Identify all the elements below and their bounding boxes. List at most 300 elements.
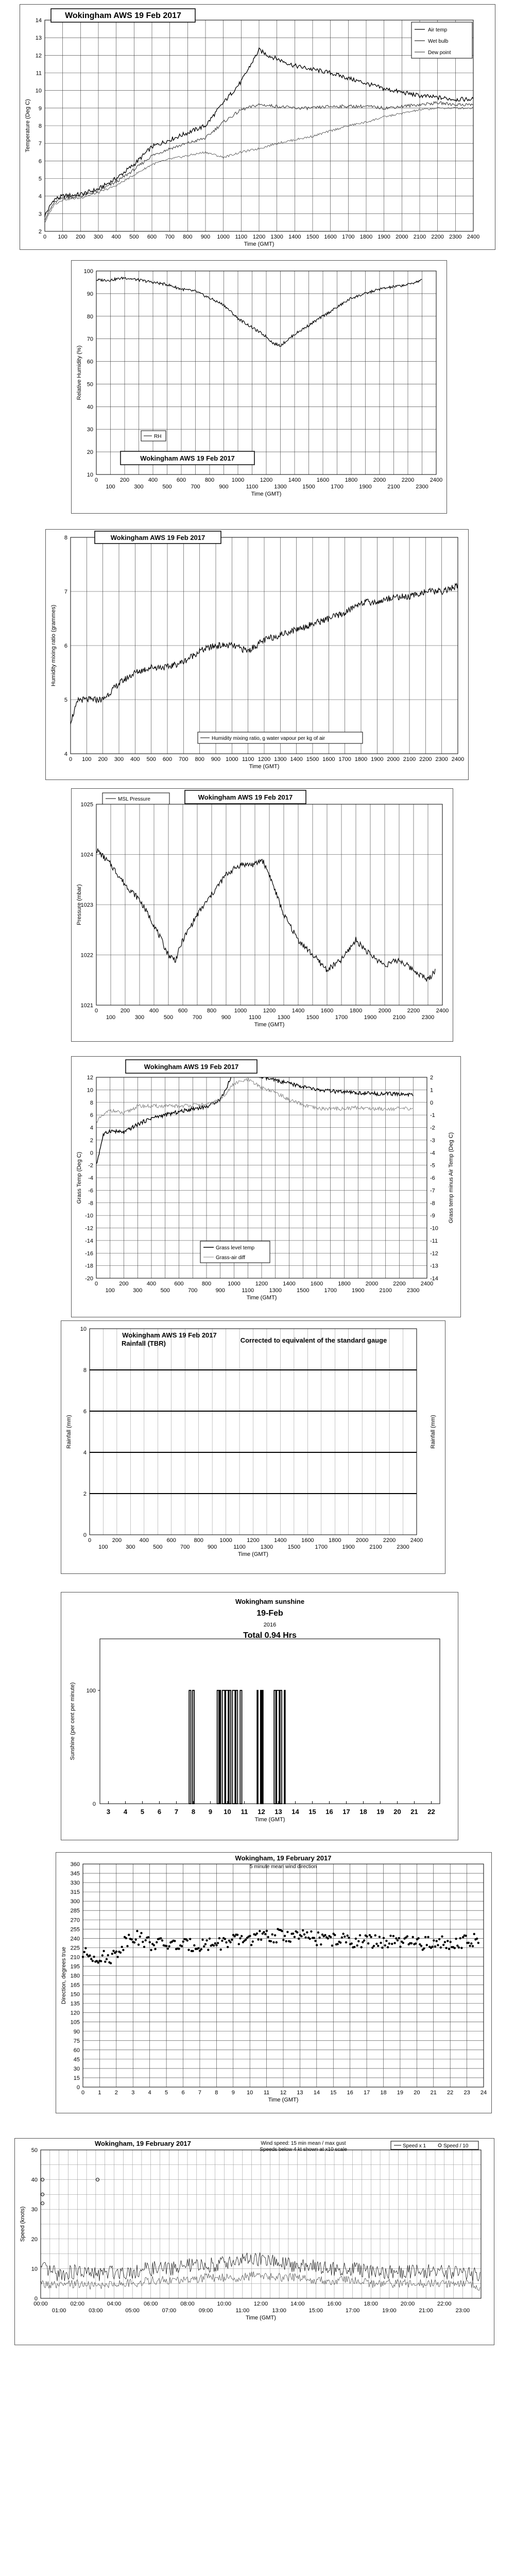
wind-speed-chart-panel [14, 2138, 494, 2345]
wind-direction-point [229, 1941, 231, 1943]
wind-direction-point [373, 1945, 375, 1947]
sunshine-bar [226, 1690, 228, 1804]
x-tick-label: 900 [215, 1287, 225, 1294]
wind-direction-point [370, 1936, 372, 1938]
x-tick-label: 2400 [451, 756, 465, 762]
wind-direction-point [256, 1933, 258, 1935]
y-tick-label: 8 [90, 1099, 93, 1106]
x-tick-label: 800 [207, 1008, 217, 1014]
wind-direction-point [133, 1941, 135, 1943]
x-tick-label: 800 [183, 234, 193, 240]
x-tick-label: 02:00 [70, 2301, 85, 2307]
y-tick-label: 285 [70, 1908, 80, 1914]
x-tick-label: 1300 [269, 1287, 282, 1294]
series-line-rh [96, 277, 422, 347]
y-tick-label: 6 [64, 643, 67, 649]
x-tick-label: 700 [192, 1014, 202, 1021]
y-tick-label: -12 [85, 1225, 93, 1232]
x-tick-label: 20:00 [400, 2301, 415, 2307]
x-tick-label: 300 [93, 234, 104, 240]
legend-label: Grass-air diff [216, 1255, 246, 1261]
x-tick-label: 300 [114, 756, 124, 762]
x-tick-label: 700 [179, 756, 188, 762]
y-tick-label: 60 [73, 2047, 80, 2054]
wind-direction-point [406, 1935, 408, 1937]
wind-direction-point [182, 1941, 184, 1943]
wind-direction-point [302, 1929, 304, 1931]
x-tick-label: 1600 [322, 756, 335, 762]
x-tick-label: 1200 [263, 1008, 276, 1014]
x-tick-label: 19:00 [382, 2308, 397, 2314]
wind-direction-point [259, 1930, 261, 1932]
wind-direction-point [257, 1938, 259, 1940]
wind-direction-point [111, 1953, 113, 1955]
y-tick-label: 100 [83, 268, 93, 275]
y-tick-label: 4 [38, 193, 42, 200]
y-axis-label: Direction, degrees true [61, 1946, 67, 2005]
y-tick-label: 8 [83, 1367, 87, 1374]
temperature-chart [20, 5, 495, 249]
y-tick-label: 8 [38, 123, 42, 129]
wind-direction-point [366, 1936, 368, 1938]
wind-direction-point [115, 1951, 117, 1953]
x-tick-label: 1200 [252, 234, 266, 240]
wind-direction-point [149, 1941, 151, 1943]
x-tick-label: 9 [231, 2090, 235, 2096]
x-tick-label: 2000 [365, 1281, 379, 1287]
wind-direction-point [154, 1948, 156, 1950]
grid [83, 1864, 484, 2087]
y-tick-label: -10 [85, 1213, 93, 1219]
y-tick-label: 105 [70, 2019, 80, 2026]
x-tick-label: 100 [105, 1287, 115, 1294]
x-tick-label: 400 [148, 477, 158, 483]
x-tick-label: 1700 [335, 1014, 348, 1021]
x-tick-label: 2300 [407, 1287, 420, 1294]
x-tick-label: 07:00 [162, 2308, 177, 2314]
wind-direction-point [383, 1937, 385, 1939]
x-axis-label: Time (GMT) [246, 1295, 277, 1301]
sunshine-bar [217, 1690, 219, 1804]
wind-direction-point [116, 1956, 118, 1958]
grid [71, 537, 458, 754]
x-tick-label: 16:00 [327, 2301, 341, 2307]
wind-direction-point [360, 1946, 363, 1948]
x-tick-label: 1500 [287, 1544, 301, 1550]
x-tick-label: 20 [414, 2090, 420, 2096]
x-tick-label: 8 [191, 1808, 196, 1816]
x-tick-label: 1700 [324, 1287, 337, 1294]
x-tick-label: 1100 [242, 756, 254, 762]
wind-direction-point [221, 1940, 223, 1942]
x-axis-label: Time (GMT) [238, 1551, 268, 1557]
x-tick-label: 0 [81, 2090, 85, 2096]
x-tick-label: 5 [165, 2090, 168, 2096]
x-tick-label: 0 [43, 234, 47, 240]
x-tick-label: 700 [188, 1287, 198, 1294]
x-tick-label: 1700 [342, 234, 355, 240]
y-tick-label: 120 [70, 2010, 80, 2016]
x-tick-label: 24 [480, 2090, 487, 2096]
mixing-ratio-chart [46, 530, 468, 779]
wind-direction-point [241, 1935, 243, 1937]
x-tick-label: 700 [165, 234, 175, 240]
wind-direction-point [367, 1942, 369, 1944]
sunshine-bar [262, 1690, 263, 1804]
x-tick-label: 800 [201, 1281, 212, 1287]
y2-tick-label: -3 [430, 1137, 435, 1144]
x-tick-label: 400 [139, 1537, 149, 1544]
y-tick-label: 1025 [80, 802, 93, 808]
wind-direction-point [348, 1937, 350, 1939]
wind-direction-point [431, 1945, 433, 1947]
wind-direction-point [139, 1936, 141, 1938]
y-tick-label: 1022 [80, 952, 93, 959]
wind-direction-point [375, 1943, 377, 1945]
x-tick-label: 09:00 [198, 2308, 213, 2314]
x-tick-label: 1200 [258, 756, 271, 762]
wind-direction-point [384, 1944, 386, 1946]
wind-direction-point [456, 1944, 458, 1946]
y-axis-label: Temperature (Deg C) [25, 99, 31, 152]
wind-direction-point [334, 1934, 336, 1936]
scatter-points [82, 1928, 479, 1964]
wind-direction-point [344, 1936, 346, 1938]
x-tick-label: 10:00 [217, 2301, 232, 2307]
y-tick-label: 270 [70, 1917, 80, 1924]
x-tick-label: 100 [106, 484, 115, 490]
legend-label: Speed / 10 [443, 2143, 469, 2149]
wind-direction-point [121, 1946, 123, 1948]
wind-direction-point [314, 1940, 316, 1942]
y-tick-label: 6 [38, 158, 42, 165]
y-tick-label: 13 [35, 35, 42, 42]
x-tick-label: 08:00 [180, 2301, 195, 2307]
x-tick-label: 1400 [274, 1537, 287, 1544]
y-axis-label: Pressure (mbar) [76, 884, 82, 925]
x-tick-label: 900 [211, 756, 221, 762]
wind-direction-point [385, 1940, 387, 1942]
wind-direction-point [393, 1942, 396, 1944]
wind-direction-point [245, 1939, 247, 1941]
x-tick-label: 1100 [235, 234, 248, 240]
x-tick-label: 1700 [331, 484, 344, 490]
y2-tick-label: -12 [430, 1250, 438, 1257]
x-tick-label: 2200 [401, 477, 415, 483]
x-tick-label: 1400 [288, 234, 301, 240]
y2-tick-label: -7 [430, 1188, 435, 1194]
y2-tick-label: -1 [430, 1112, 435, 1119]
wind-direction-point [192, 1950, 194, 1952]
x-tick-label: 2100 [387, 484, 400, 490]
y-tick-label: 2 [38, 229, 42, 235]
y-tick-label: 15 [73, 2075, 80, 2081]
chart-title: Wokingham AWS 19 Feb 2017 [144, 1063, 239, 1071]
y-tick-label: 20 [87, 449, 93, 456]
y2-tick-label: 2 [430, 1075, 434, 1081]
x-tick-label: 14 [291, 1808, 299, 1816]
humidity-chart-panel [71, 260, 447, 514]
y-tick-label: -18 [85, 1263, 93, 1269]
x-tick-label: 14 [313, 2090, 320, 2096]
wind-direction-point [476, 1938, 478, 1940]
y-tick-label: -14 [85, 1238, 93, 1244]
x-tick-label: 300 [133, 1287, 143, 1294]
x-tick-label: 10 [224, 1808, 231, 1816]
wind-direction-point [125, 1937, 127, 1939]
y-tick-label: 0 [34, 2296, 38, 2302]
wind-direction-point [310, 1930, 312, 1933]
wind-direction-point [218, 1937, 220, 1939]
x-tick-label: 700 [191, 484, 200, 490]
x-tick-label: 2400 [420, 1281, 434, 1287]
x-tick-label: 3 [106, 1808, 111, 1816]
wind-direction-point [347, 1935, 349, 1937]
chart-subtitle: 19-Feb [256, 1609, 283, 1618]
wind-direction-point [174, 1940, 176, 1942]
wind-direction-chart [56, 1853, 491, 2113]
outlier-marker [41, 2202, 44, 2205]
wind-direction-point [331, 1944, 333, 1946]
y-tick-label: 300 [70, 1899, 80, 1905]
chart-subtitle: Rainfall (TBR) [122, 1340, 166, 1347]
wind-direction-point [448, 1948, 450, 1950]
x-tick-label: 01:00 [52, 2308, 66, 2314]
x-tick-label: 500 [162, 484, 172, 490]
wind-direction-point [193, 1944, 195, 1946]
x-tick-label: 500 [129, 234, 139, 240]
wind-direction-point [442, 1944, 444, 1946]
wind-direction-point [316, 1944, 318, 1946]
wind-direction-point [313, 1937, 315, 1939]
x-tick-label: 22 [447, 2090, 454, 2096]
y-tick-label: 40 [31, 2177, 38, 2183]
chart-total: Total 0.94 Hrs [243, 1631, 297, 1640]
y2-axis-label: Rainfall (mm) [430, 1415, 436, 1449]
wind-direction-point [150, 1949, 152, 1951]
wind-direction-point [379, 1936, 381, 1938]
wind-direction-point [380, 1942, 382, 1944]
wind-direction-point [468, 1942, 470, 1944]
wind-direction-point [160, 1937, 162, 1939]
x-tick-label: 1500 [297, 1287, 310, 1294]
x-tick-label: 500 [153, 1544, 163, 1550]
wind-direction-point [217, 1942, 219, 1944]
x-tick-label: 2000 [387, 756, 400, 762]
x-tick-label: 500 [163, 1014, 174, 1021]
chart-title: Wokingham, 19 February 2017 [235, 1854, 332, 1862]
wind-direction-point [320, 1943, 322, 1945]
y-tick-label: 80 [87, 313, 93, 320]
x-tick-label: 600 [166, 1537, 176, 1544]
wind-direction-point [472, 1945, 474, 1947]
x-tick-label: 1800 [359, 234, 373, 240]
x-axis-label: Time (GMT) [249, 764, 280, 770]
legend-label: Wet bulb [428, 39, 449, 44]
wind-direction-point [402, 1942, 404, 1944]
wind-direction-point [477, 1942, 479, 1944]
wind-direction-point [204, 1943, 207, 1945]
wind-direction-point [424, 1936, 426, 1938]
x-tick-label: 200 [112, 1537, 122, 1544]
x-tick-label: 100 [106, 1014, 116, 1021]
x-tick-label: 1900 [377, 234, 390, 240]
x-tick-label: 600 [174, 1281, 184, 1287]
x-tick-label: 2300 [449, 234, 462, 240]
wind-direction-point [107, 1954, 109, 1956]
sunshine-bar [274, 1690, 276, 1804]
y-tick-label: 10 [80, 1326, 87, 1332]
wind-direction-point [470, 1942, 472, 1944]
wind-direction-point [327, 1937, 329, 1939]
x-tick-label: 400 [130, 756, 140, 762]
wind-direction-point [140, 1932, 142, 1934]
wind-direction-point [437, 1944, 439, 1946]
grid [103, 1329, 403, 1535]
y2-tick-label: -4 [430, 1150, 435, 1157]
wind-direction-point [187, 1949, 190, 1951]
wind-direction-point [426, 1944, 428, 1946]
y-tick-label: 1023 [80, 902, 93, 908]
x-tick-label: 1600 [316, 477, 330, 483]
wind-direction-point [102, 1950, 105, 1952]
wind-direction-point [138, 1943, 140, 1945]
x-tick-label: 0 [94, 477, 98, 483]
wind-direction-point [438, 1938, 440, 1940]
x-tick-label: 15 [308, 1808, 316, 1816]
x-tick-label: 17 [342, 1808, 350, 1816]
wind-direction-point [345, 1941, 347, 1943]
wind-direction-point [363, 1939, 365, 1941]
chart-title: Wokingham AWS 19 Feb 2017 [198, 793, 293, 801]
wind-direction-point [207, 1949, 209, 1951]
x-tick-label: 1100 [246, 484, 259, 490]
sunshine-bar [189, 1690, 191, 1804]
x-tick-label: 20 [393, 1808, 401, 1816]
sunshine-bar [232, 1690, 235, 1804]
x-tick-label: 1400 [288, 477, 301, 483]
wind-direction-point [236, 1934, 238, 1936]
legend-label: RH [154, 434, 162, 439]
x-tick-label: 900 [207, 1544, 217, 1550]
x-tick-label: 21 [430, 2090, 437, 2096]
wind-direction-point [433, 1939, 435, 1941]
x-tick-label: 2300 [435, 756, 448, 762]
y-tick-label: 45 [73, 2056, 80, 2063]
x-tick-label: 15:00 [308, 2308, 323, 2314]
wind-direction-point [417, 1937, 419, 1939]
wind-direction-point [369, 1934, 371, 1936]
x-tick-label: 1400 [283, 1281, 296, 1287]
x-tick-label: 2 [114, 2090, 118, 2096]
x-tick-label: 2100 [379, 1287, 392, 1294]
x-axis-label: Time (GMT) [244, 241, 274, 247]
x-tick-label: 16 [347, 2090, 353, 2096]
x-tick-label: 300 [126, 1544, 135, 1550]
x-tick-label: 1600 [324, 234, 337, 240]
wind-direction-point [153, 1944, 155, 1946]
x-tick-label: 1000 [217, 234, 230, 240]
wind-direction-point [89, 1954, 91, 1956]
legend-label: Speed x 1 [403, 2143, 426, 2149]
x-tick-label: 7 [174, 1808, 179, 1816]
y-tick-label: 345 [70, 1871, 80, 1877]
x-tick-label: 6 [157, 1808, 162, 1816]
y2-tick-label: -5 [430, 1162, 435, 1169]
wind-direction-point [444, 1941, 446, 1943]
wind-direction-point [427, 1936, 429, 1938]
wind-direction-point [399, 1945, 401, 1947]
x-tick-label: 0 [88, 1537, 92, 1544]
wind-direction-point [93, 1956, 95, 1958]
wind-direction-point [395, 1937, 397, 1939]
wind-direction-point [341, 1937, 343, 1939]
x-tick-label: 1000 [231, 477, 245, 483]
wind-direction-point [303, 1934, 305, 1936]
x-tick-label: 17:00 [345, 2308, 360, 2314]
wind-direction-point [267, 1936, 269, 1938]
y-tick-label: 4 [90, 1125, 93, 1131]
x-tick-label: 11:00 [235, 2308, 250, 2314]
y-tick-label: 30 [87, 427, 93, 433]
x-tick-label: 05:00 [125, 2308, 140, 2314]
x-tick-label: 22 [427, 1808, 435, 1816]
wind-direction-point [186, 1939, 188, 1941]
y-tick-label: -4 [88, 1175, 93, 1181]
x-tick-label: 1900 [371, 756, 384, 762]
y-tick-label: -2 [88, 1162, 93, 1169]
x-tick-label: 900 [221, 1014, 231, 1021]
x-tick-label: 2400 [467, 234, 480, 240]
x-tick-label: 2200 [431, 234, 444, 240]
x-tick-label: 300 [134, 484, 144, 490]
wind-direction-point [445, 1947, 447, 1949]
wind-direction-point [342, 1933, 344, 1935]
y-tick-label: 3 [38, 211, 42, 217]
x-tick-label: 15 [330, 2090, 337, 2096]
y-tick-label: 255 [70, 1926, 80, 1933]
x-tick-label: 100 [58, 234, 67, 240]
x-tick-label: 19 [376, 1808, 384, 1816]
x-tick-label: 1100 [242, 1287, 254, 1294]
wind-direction-point [189, 1938, 191, 1940]
x-tick-label: 1100 [249, 1014, 261, 1021]
wind-direction-point [337, 1943, 339, 1945]
chart-note: Speeds below 4 kt shown at x10 scale [260, 2147, 347, 2153]
x-tick-label: 18 [359, 1808, 367, 1816]
wind-direction-point [469, 1945, 471, 1947]
wind-direction-point [436, 1940, 438, 1942]
y2-tick-label: 1 [430, 1087, 434, 1094]
x-tick-label: 6 [181, 2090, 185, 2096]
x-tick-label: 1800 [354, 756, 368, 762]
x-tick-label: 100 [82, 756, 92, 762]
x-tick-label: 1800 [338, 1281, 351, 1287]
x-tick-label: 11 [241, 1808, 248, 1816]
wind-direction-point [165, 1945, 167, 1947]
wind-direction-point [353, 1946, 355, 1948]
x-tick-label: 600 [178, 1008, 188, 1014]
y-tick-label: 195 [70, 1963, 80, 1970]
x-tick-label: 600 [176, 477, 186, 483]
x-tick-label: 1000 [219, 1537, 232, 1544]
wind-direction-point [214, 1942, 216, 1944]
y-tick-label: 2 [83, 1491, 87, 1497]
pressure-chart [72, 789, 453, 1041]
y-axis-label: Rainfall (mm) [66, 1415, 72, 1449]
x-tick-label: 4 [123, 1808, 128, 1816]
x-tick-label: 500 [146, 756, 156, 762]
